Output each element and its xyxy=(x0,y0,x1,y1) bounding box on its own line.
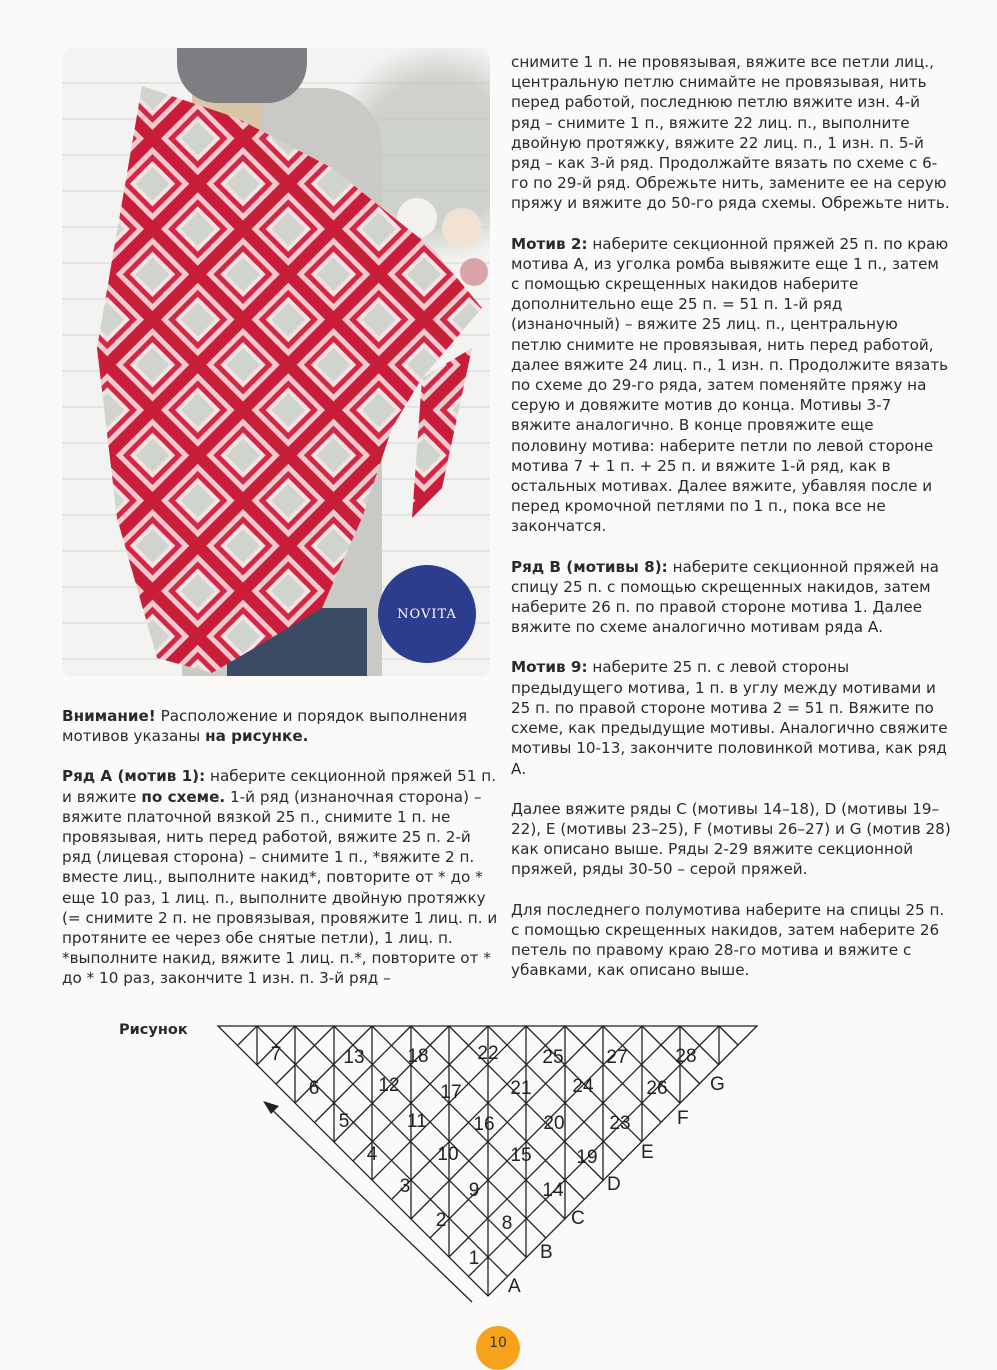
motif-27: 27 xyxy=(606,1047,628,1068)
motif-6: 6 xyxy=(308,1078,320,1099)
row-d-label: D xyxy=(607,1174,621,1195)
row-b-label: B xyxy=(540,1242,553,1263)
motif-18: 18 xyxy=(407,1046,429,1067)
row-f-label: F xyxy=(677,1108,689,1129)
motif-5: 5 xyxy=(338,1111,350,1132)
motif-14: 14 xyxy=(542,1180,564,1201)
last-half-motif-paragraph: Для последнего полумотива наберите на спицы 25 п. с помощью скрещенных накидов, затем наберите 26 петель по правому краю 28-го мотива и вяжите с убавками, как описано выше. xyxy=(511,900,945,980)
motif-2-paragraph: Мотив 2: наберите секционной пряжей 25 п. по краю мотива А, из уголка ромба вывяжите еще 1 п., затем с помощью скрещенных накидов наберите дополнительно еще 25 п. = 51 п. 1-й ряд (изнаночный) – вяжите 25 лиц. п., центральную петлю снимите не провязывая, нить перед работой, далее вяжите 24 лиц. п., 1 изн. п. Продолжите вязать по схеме до 29-го ряда, затем поменяйте пряжу на серую и довяжите мотив до конца. Мотивы 3-7 вяжите аналогично. В конце провяжите еще половину мотива: наберите петли по левой стороне мотива 7 + 1 п. + 25 п. и вяжите 1-й ряд, как в остальных мотивах. Далее вяжите, убавляя после и перед кромочной петлями по 1 п., пока все не закончатся. xyxy=(511,234,949,536)
motif-22: 22 xyxy=(477,1043,499,1064)
arrow-head xyxy=(263,1101,279,1114)
motif-3: 3 xyxy=(399,1176,411,1197)
row-g-label: G xyxy=(710,1074,725,1095)
page-number: 10 xyxy=(476,1326,520,1370)
motif-4: 4 xyxy=(366,1144,378,1165)
figure-label: Рисунок xyxy=(119,1022,188,1038)
novita-logo-text: NOVITA xyxy=(397,606,457,622)
motif-26: 26 xyxy=(646,1078,668,1099)
motif-23: 23 xyxy=(609,1113,631,1134)
motif-17: 17 xyxy=(440,1082,462,1103)
row-e-label: E xyxy=(641,1142,654,1163)
row-c-label: C xyxy=(571,1208,585,1229)
row-a-continued-paragraph: снимите 1 п. не провязывая, вяжите все петли лиц., центральную петлю снимайте не провязывая, нить перед работой, последнюю петлю вяжите изн. 4-й ряд – снимите 1 п., вяжите 22 лиц. п., выполните двойную протяжку, вяжите 22 лиц. п., 1 изн. п. 5-й ряд – как 3-й ряд. Продолжайте вязать по схеме с 6-го по 29-й ряд. Обрежьте нить, замените ее на серую пряжу и вяжите до 50-го ряда схемы. Обрежьте нить. xyxy=(511,53,950,213)
motif-24: 24 xyxy=(572,1076,594,1097)
motif-21: 21 xyxy=(510,1078,532,1099)
row-a-paragraph: Ряд А (мотив 1): наберите секционной пряжей 51 п. и вяжите по схеме. 1-й ряд (изнаночная сторона) – вяжите платочной вязкой 25 п., снимите 1 п. не провязывая, нить перед работой, вяжите 25 п. 2-й ряд (лицевая сторона) – снимите 1 п., *вяжите 2 п. вместе лиц., выполните накид*, повторите от * до * еще 10 раз, 1 лиц. п., выполните двойную протяжку (= снимите 2 п. не провязывая, провяжите 1 лиц. п. и протяните ее через обе снятые петли), 1 лиц. п. *выполните накид, вяжите 1 лиц. п.*, повторите от * до * 10 раз, закончите 1 изн. п. 3-й ряд – xyxy=(62,767,498,988)
attention-paragraph: Внимание! Расположение и порядок выполнения мотивов указаны на рисунке. xyxy=(62,707,468,746)
motif-7: 7 xyxy=(270,1044,282,1065)
motif-13: 13 xyxy=(343,1047,365,1068)
diagram-grid xyxy=(218,1026,757,1302)
motif-25: 25 xyxy=(542,1047,564,1068)
row-b-paragraph: Ряд В (мотивы 8): наберите секционной пряжей на спицу 25 п. с помощью скрещенных накидов, затем наберите 26 п. по правой стороне мотива 1. Далее вяжите по схеме аналогично мотивам ряда А. xyxy=(511,557,939,637)
motif-9: 9 xyxy=(468,1180,480,1201)
motif-12: 12 xyxy=(378,1075,400,1096)
motif-15: 15 xyxy=(510,1145,532,1166)
motif-11: 11 xyxy=(407,1111,427,1132)
motif-9-paragraph: Мотив 9: наберите 25 п. с левой стороны предыдущего мотива, 1 п. в углу между мотивами и 25 п. по правой стороне мотива 2 = 51 п. Вяжите по схеме, как предыдущие мотивы. Аналогично свяжите мотивы 10-13, закончите половинкой мотива, как ряд А. xyxy=(511,658,948,778)
motif-28: 28 xyxy=(675,1046,697,1067)
motif-20: 20 xyxy=(543,1113,565,1134)
row-letters xyxy=(508,1074,725,1297)
motif-16: 16 xyxy=(473,1114,495,1135)
motif-10: 10 xyxy=(437,1144,459,1165)
motif-8: 8 xyxy=(501,1213,513,1234)
rows-c-g-paragraph: Далее вяжите ряды С (мотивы 14–18), D (мотивы 19–22), E (мотивы 23–25), F (мотивы 26–27) и G (мотив 28) как описано выше. Ряды 2-29 вяжите секционной пряжей, ряды 30-50 – серой пряжей. xyxy=(511,799,951,879)
motif-1: 1 xyxy=(468,1248,480,1269)
motif-2: 2 xyxy=(435,1210,447,1231)
motif-19: 19 xyxy=(576,1147,598,1168)
row-a-label: A xyxy=(508,1276,521,1297)
